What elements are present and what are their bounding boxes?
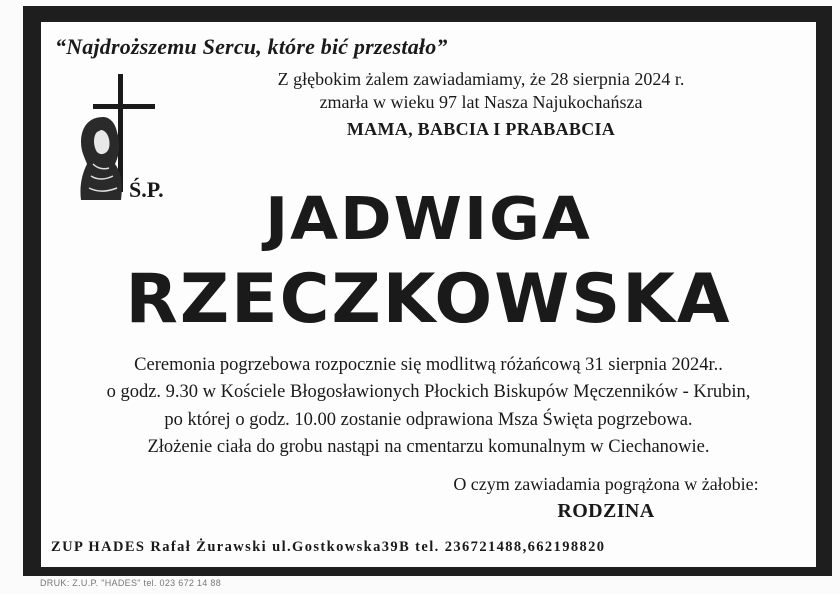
motto: “Najdroższemu Sercu, które bić przestało” [55, 34, 448, 59]
ceremony-line: o godz. 9.30 w Kościele Błogosławionych Płockich Biskupów Męczenników - Krubin, [106, 382, 751, 402]
black-border-frame [23, 6, 832, 576]
sp-prefix: Ś.P. [129, 177, 164, 202]
relation-title: MAMA, BABCIA I PRABABCIA [346, 119, 616, 139]
deceased-first-name: JADWIGA [265, 183, 592, 254]
ceremony-line: Złożenie ciała do grobu nastąpi na cmentarzu komunalnym w Ciechanowie. [147, 437, 710, 457]
ceremony-line: po której o godz. 10.00 zostanie odprawiona Msza Święta pogrzebowa. [164, 410, 693, 430]
obituary-content [41, 22, 816, 567]
announcement-line-2: zmarła w wieku 97 lat Nasza Najukochańsza [319, 92, 643, 112]
printer-imprint: ZUP HADES Rafał Żurawski ul.Gostkowska39B tel. 236721488,662198820 [51, 539, 606, 555]
deceased-last-name: RZECZKOWSKA [125, 260, 732, 339]
print-footer: DRUK: Z.U.P. "HADES" tel. 023 672 14 88 [40, 578, 222, 588]
family-signature: RODZINA [557, 500, 655, 522]
ceremony-line: Ceremonia pogrzebowa rozpocznie się modlitwą różańcową 31 sierpnia 2024r.. [134, 355, 723, 375]
grieving-text: O czym zawiadamia pogrążona w żałobie: [453, 474, 759, 494]
announcement-line-1: Z głębokim żalem zawiadamiamy, że 28 sierpnia 2024 r. [277, 69, 685, 89]
